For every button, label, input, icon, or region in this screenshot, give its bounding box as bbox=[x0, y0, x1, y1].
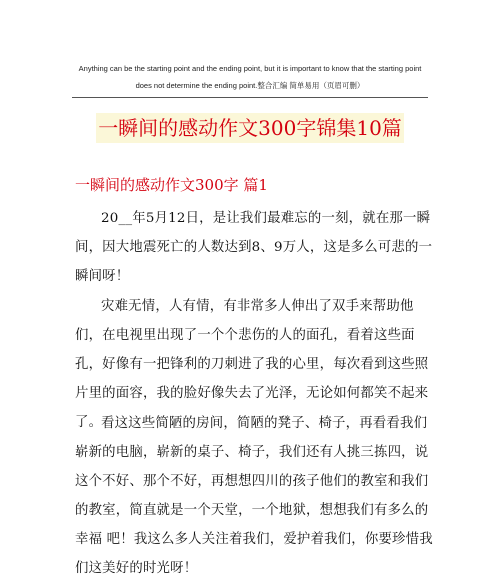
body-paragraph: 20__年5月12日，是让我们最难忘的一刻，就在那一瞬间，因大地震死亡的人数达到8、9万人，这是多么可悲的一瞬间呀！ bbox=[75, 211, 433, 284]
page-header-note: Anything can be the starting point and the ending point, but it is important to know that the starting point does not determine the ending point.整合汇编 简单易用（页眉可删） bbox=[78, 64, 422, 90]
section-heading: 一瞬间的感动作文300字 篇1 bbox=[75, 176, 268, 194]
body-paragraph: 看这这些简陋的房间，简陋的凳子、椅子，再看看我们崭新的电脑，崭新的桌子、椅子，我们还有人挑三拣四，说这个不好、那个不好，再想想四川的孩子他们的教室和我们的教室，简直就是一个天堂，一个地狱，想想我们有多么的幸福 吧！我这么多人关注着我们，爱护着我们，你要珍惜我们这美好的时光呀！ bbox=[75, 416, 433, 576]
document-title: 一瞬间的感动作文300字锦集10篇 bbox=[98, 116, 402, 140]
body-paragraph: 灾难无情，人有情，有非常多人伸出了双手来帮助他们，在电视里出现了一个个悲伤的人的面孔，看着这些面孔，好像有一把锋利的刀刺进了我的心里，每次看到这些照片里的面容，我的脸好像失去了光泽，无论如何都笑不起来了。 bbox=[75, 299, 429, 430]
header-divider bbox=[72, 97, 428, 98]
